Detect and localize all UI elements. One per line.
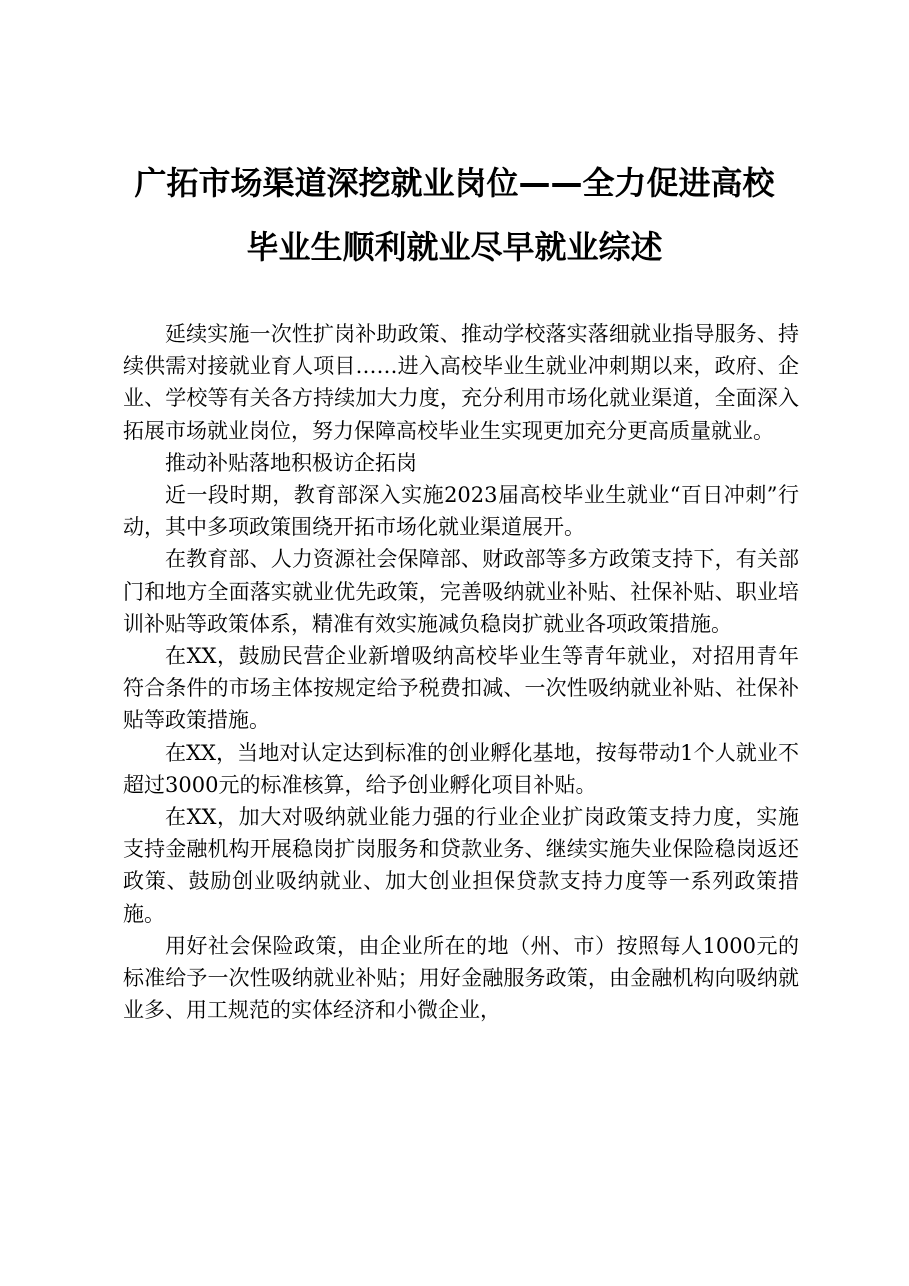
paragraph: 在XX，加大对吸纳就业能力强的行业企业扩岗政策支持力度，实施支持金融机构开展稳岗扩岗服务和贷款业务、继续实施失业保险稳岗返还政策、鼓励创业吸纳就业、加大创业担保贷款支持力度等一系列政策措施。 (123, 805, 799, 926)
document-title-line-1: 广拓市场渠道深挖就业岗位——全力促进高校 (134, 164, 775, 202)
paragraph: 在XX，当地对认定达到标准的创业孵化基地，按每带动1个人就业不超过3000元的标准核算，给予创业孵化项目补贴。 (123, 740, 799, 797)
document-body (123, 318, 799, 1026)
section-heading: 推动补贴落地积极访企拓岗 (165, 450, 417, 475)
paragraph: 近一段时期，教育部深入实施2023届高校毕业生就业“百日冲刺”行动，其中多项政策围绕开拓市场化就业渠道展开。 (123, 483, 799, 540)
document-title-line-2: 毕业生顺利就业尽早就业综述 (246, 228, 663, 266)
paragraph: 在XX，鼓励民营企业新增吸纳高校毕业生等青年就业，对招用青年符合条件的市场主体按规定给予税费扣减、一次性吸纳就业补贴、社保补贴等政策措施。 (123, 644, 799, 733)
paragraph-intro: 延续实施一次性扩岗补助政策、推动学校落实落细就业指导服务、持续供需对接就业育人项目……进入高校毕业生就业冲刺期以来，政府、企业、学校等有关各方持续加大力度，充分利用市场化就业渠道，全面深入拓展市场就业岗位，努力保障高校毕业生实现更加充分更高质量就业。 (123, 322, 799, 443)
paragraph: 用好社会保险政策，由企业所在的地（州、市）按照每人1000元的标准给予一次性吸纳就业补贴；用好金融服务政策，由金融机构向吸纳就业多、用工规范的实体经济和小微企业， (123, 933, 799, 1023)
paragraph: 在教育部、人力资源社会保障部、财政部等多方政策支持下，有关部门和地方全面落实就业优先政策，完善吸纳就业补贴、社保补贴、职业培训补贴等政策体系，精准有效实施减负稳岗扩就业各项政策措施。 (123, 547, 799, 636)
